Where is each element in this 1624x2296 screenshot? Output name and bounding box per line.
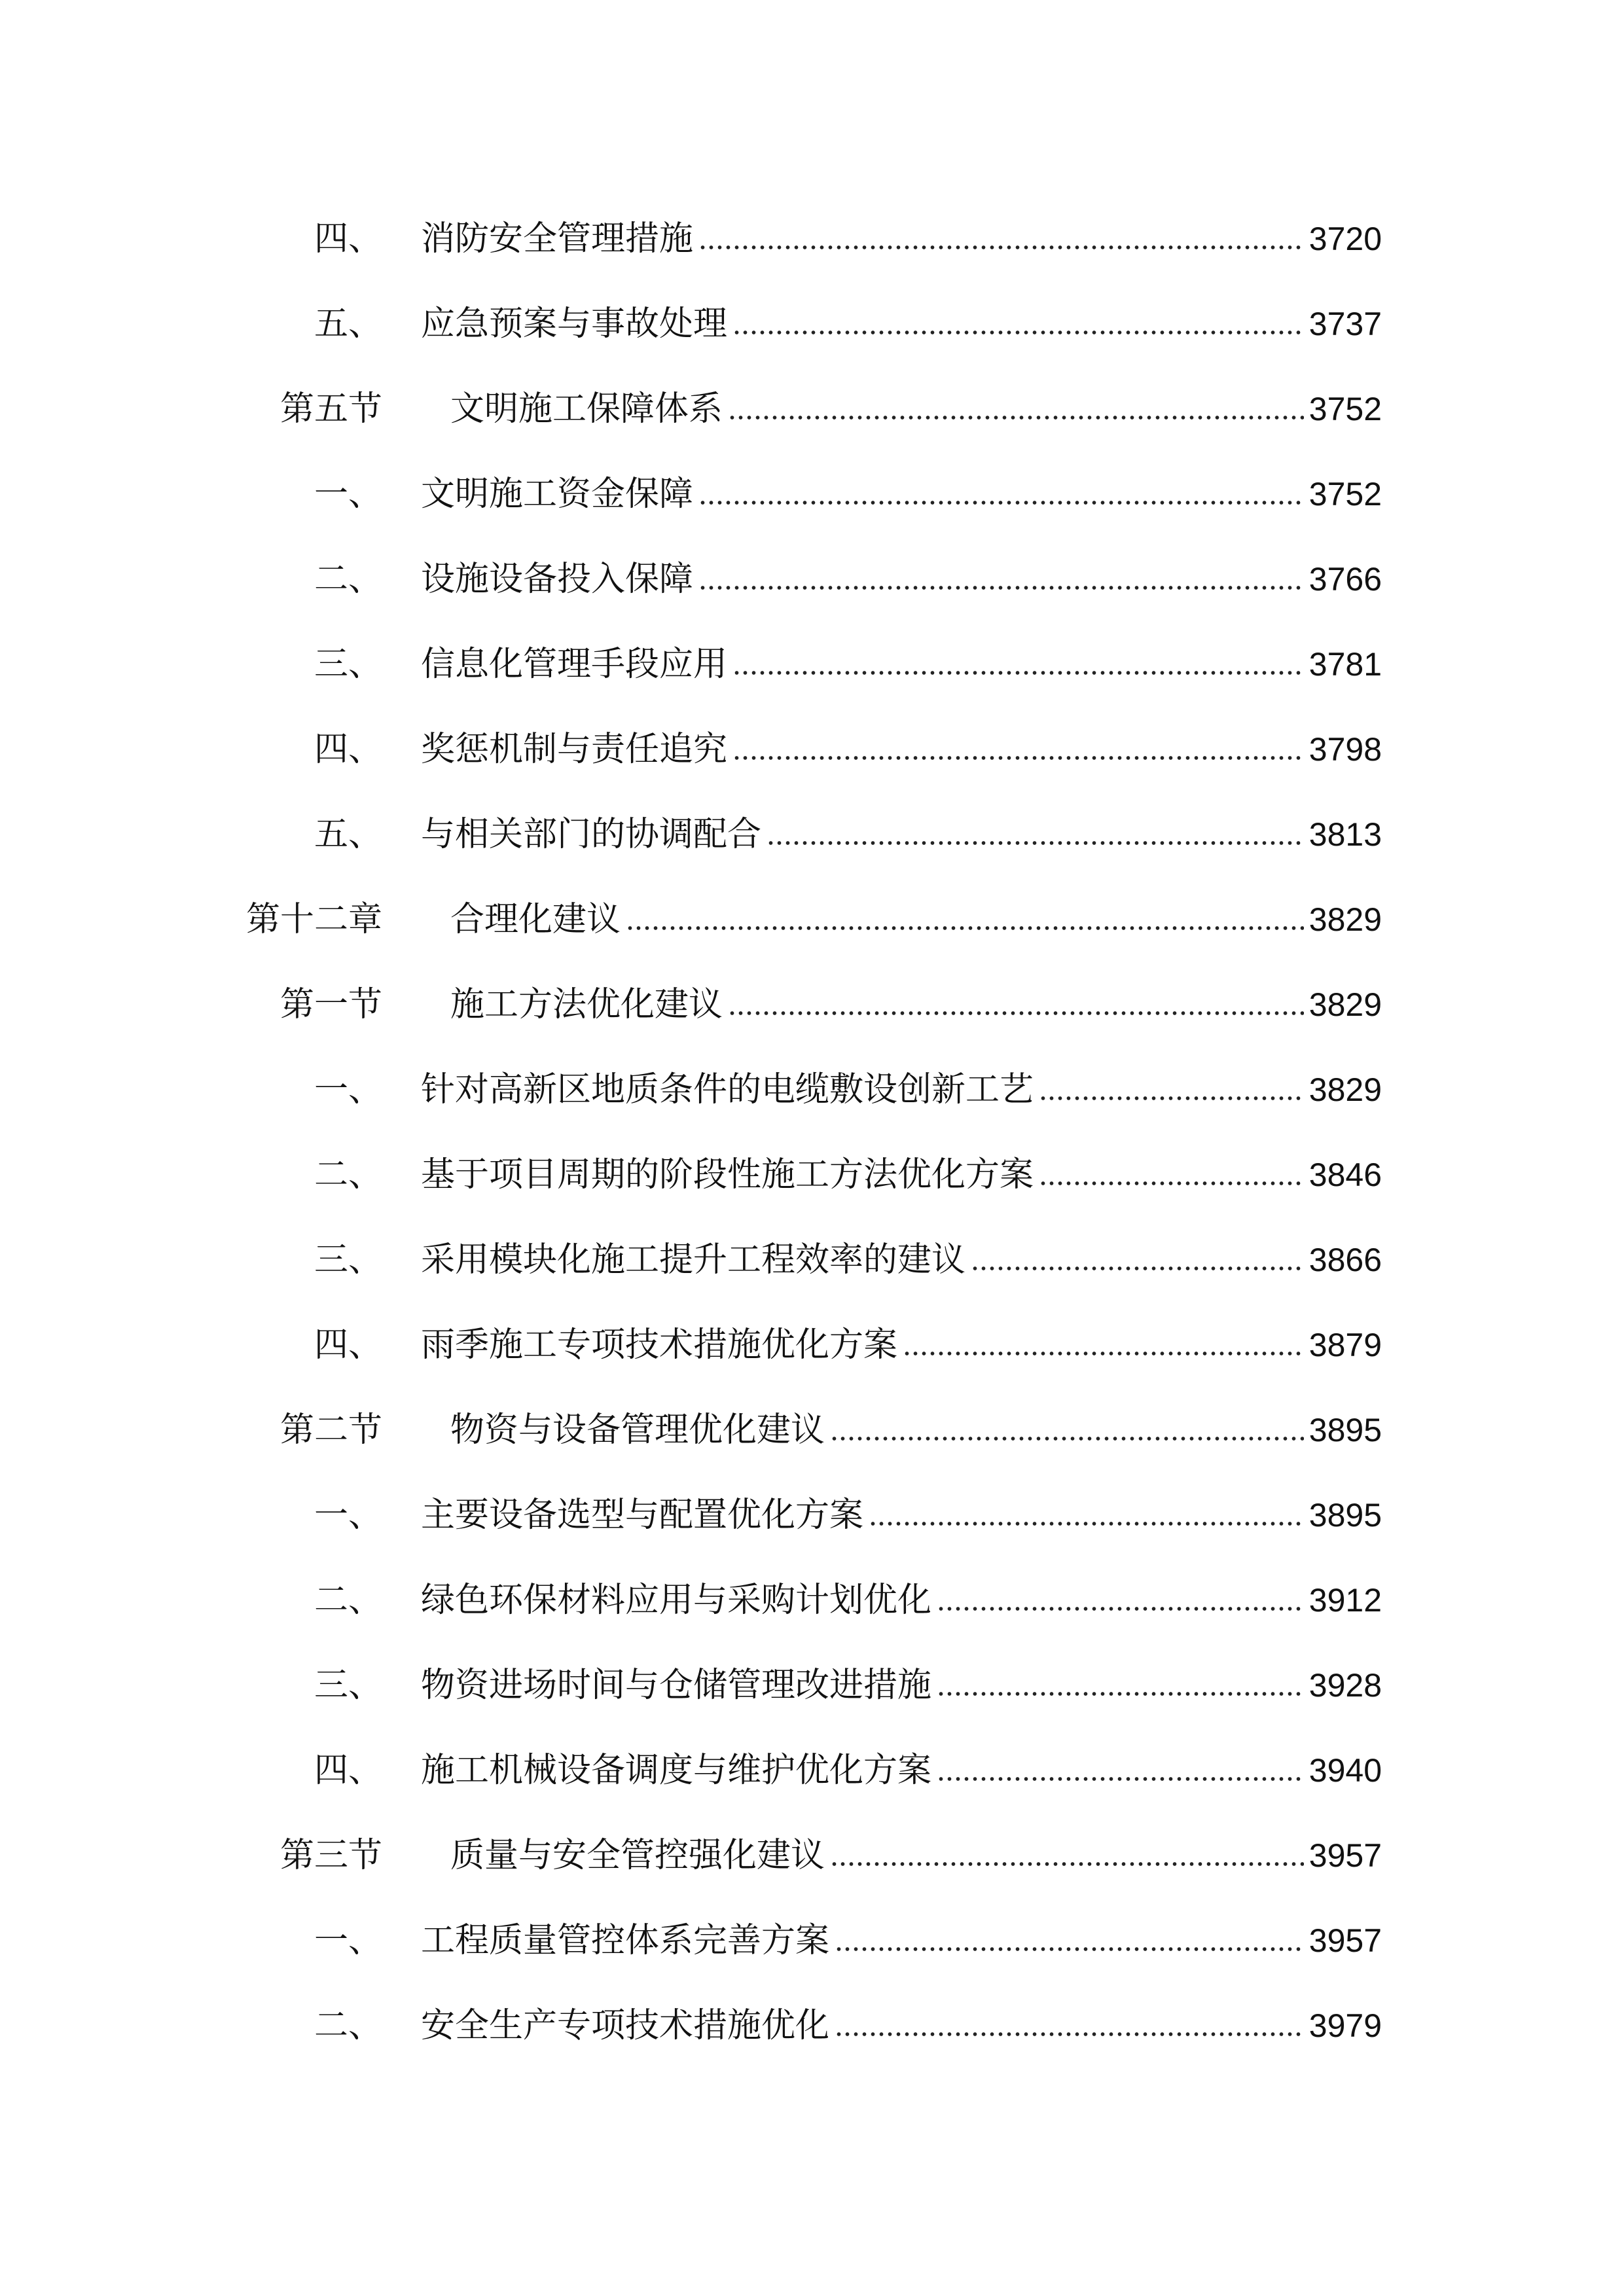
toc-entry-number: 一、 [314,1070,383,1109]
toc-entry-page: 3829 [1308,1071,1382,1108]
toc-entry-number: 三、 [314,645,383,684]
toc-entry[interactable] [280,1829,1382,1882]
toc-entry[interactable] [314,213,1382,265]
toc-entry-number: 第三节 [280,1836,383,1875]
toc-entry[interactable] [314,1319,1382,1371]
toc-entry-page: 3912 [1308,1582,1382,1619]
toc-entry[interactable] [314,298,1382,350]
toc-entry-title: 针对高新区地质条件的电缆敷设创新工艺 [421,1070,1034,1109]
toc-entry-number: 一、 [314,475,383,514]
toc-entry-number: 一、 [314,1496,383,1535]
toc-entry-title: 合理化建议 [450,900,621,939]
toc-entry-title: 安全生产专项技术措施优化 [421,2006,830,2045]
toc-entry-title: 工程质量管控体系完善方案 [421,1921,830,1960]
toc-entry-page: 3940 [1308,1752,1382,1789]
toc-entry-title: 信息化管理手段应用 [421,645,728,684]
dot-leader [626,922,1304,934]
toc-entry-title: 施工方法优化建议 [450,985,723,1024]
dot-leader [1039,1177,1304,1189]
toc-entry-title: 主要设备选型与配置优化方案 [421,1496,864,1535]
toc-entry-page: 3752 [1308,391,1382,427]
toc-entry-number: 第二节 [280,1410,383,1450]
toc-entry-title: 消防安全管理措施 [421,219,694,259]
toc-entry-page: 3829 [1308,901,1382,938]
dot-leader [937,1688,1304,1700]
toc-entry-page: 3979 [1308,2007,1382,2044]
dot-leader [830,1433,1304,1444]
toc-entry-page: 3957 [1308,1837,1382,1874]
toc-entry-title: 设施设备投入保障 [421,560,694,599]
toc-entry-number: 第五节 [280,389,383,429]
toc-entry[interactable] [280,978,1382,1031]
toc-entry-number: 四、 [314,219,383,259]
dot-leader [728,412,1304,423]
toc-entry-title: 物资进场时间与仓储管理改进措施 [421,1666,932,1705]
toc-entry-page: 3720 [1308,221,1382,257]
toc-entry-title: 文明施工资金保障 [421,475,694,514]
toc-entry-page: 3895 [1308,1497,1382,1534]
toc-entry-title: 绿色环保材料应用与采购计划优化 [421,1581,932,1620]
toc-entry-number: 第一节 [280,985,383,1024]
toc-entry[interactable] [314,1659,1382,1712]
dot-leader [937,1603,1304,1615]
toc-entry-title: 采用模块化施工提升工程效率的建议 [421,1240,966,1280]
toc-entry-page: 3813 [1308,816,1382,853]
toc-entry[interactable] [314,1149,1382,1201]
toc-entry-number: 三、 [314,1240,383,1280]
toc-entry[interactable] [314,638,1382,691]
dot-leader [937,1773,1304,1785]
toc-entry-title: 雨季施工专项技术措施优化方案 [421,1325,898,1365]
toc-entry-number: 五、 [314,815,383,854]
toc-entry-title: 物资与设备管理优化建议 [450,1410,825,1450]
toc-entry[interactable] [314,468,1382,520]
dot-leader [698,497,1304,509]
toc-entry-number: 四、 [314,1751,383,1790]
toc-entry-page: 3766 [1308,561,1382,598]
toc-entry[interactable] [314,1914,1382,1967]
toc-entry[interactable] [314,1489,1382,1541]
toc-entry[interactable] [314,1064,1382,1116]
toc-entry[interactable] [314,1234,1382,1286]
toc-entry[interactable] [314,723,1382,776]
dot-leader [835,1943,1304,1955]
toc-entry-title: 应急预案与事故处理 [421,304,728,344]
toc-entry-number: 二、 [314,2006,383,2045]
toc-entry-title: 奖惩机制与责任追究 [421,730,728,769]
toc-entry-title: 基于项目周期的阶段性施工方法优化方案 [421,1155,1034,1194]
toc-entry[interactable] [280,383,1382,435]
toc-entry-page: 3866 [1308,1242,1382,1278]
dot-leader [869,1518,1304,1530]
toc-entry[interactable] [314,1574,1382,1626]
dot-leader [698,242,1304,253]
dot-leader [830,1858,1304,1870]
toc-entry-page: 3879 [1308,1327,1382,1363]
toc-entry-number: 二、 [314,1155,383,1194]
toc-entry[interactable] [314,1744,1382,1797]
toc-entry-title: 质量与安全管控强化建议 [450,1836,825,1875]
toc-entry-number: 三、 [314,1666,383,1705]
dot-leader [728,1007,1304,1019]
toc-entry-number: 一、 [314,1921,383,1960]
toc-entry[interactable] [314,808,1382,861]
toc-entry[interactable] [280,1404,1382,1456]
toc-entry[interactable] [314,2000,1382,2052]
dot-leader [732,667,1304,679]
dot-leader [698,582,1304,594]
toc-entry-page: 3846 [1308,1157,1382,1193]
toc-entry-number: 二、 [314,1581,383,1620]
dot-leader [732,752,1304,764]
dot-leader [971,1263,1304,1274]
toc-entry[interactable] [246,893,1382,946]
toc-entry-number: 四、 [314,730,383,769]
toc-entry-title: 文明施工保障体系 [450,389,723,429]
toc-entry-page: 3752 [1308,476,1382,512]
toc-entry-page: 3781 [1308,646,1382,683]
toc-entry-page: 3928 [1308,1667,1382,1704]
dot-leader [903,1348,1304,1359]
toc-entry-number: 二、 [314,560,383,599]
dot-leader [835,2028,1304,2040]
toc-entry-page: 3829 [1308,986,1382,1023]
toc-entry-page: 3957 [1308,1922,1382,1959]
toc-entry-title: 与相关部门的协调配合 [421,815,762,854]
dot-leader [1039,1092,1304,1104]
dot-leader [767,837,1304,849]
toc-entry-page: 3798 [1308,731,1382,768]
toc-entry-number: 四、 [314,1325,383,1365]
toc-entry-title: 施工机械设备调度与维护优化方案 [421,1751,932,1790]
toc-entry-number: 五、 [314,304,383,344]
toc-entry-page: 3737 [1308,306,1382,342]
dot-leader [732,327,1304,338]
toc-entry-number: 第十二章 [246,900,383,939]
toc-entry-page: 3895 [1308,1412,1382,1448]
toc-entry[interactable] [314,553,1382,605]
